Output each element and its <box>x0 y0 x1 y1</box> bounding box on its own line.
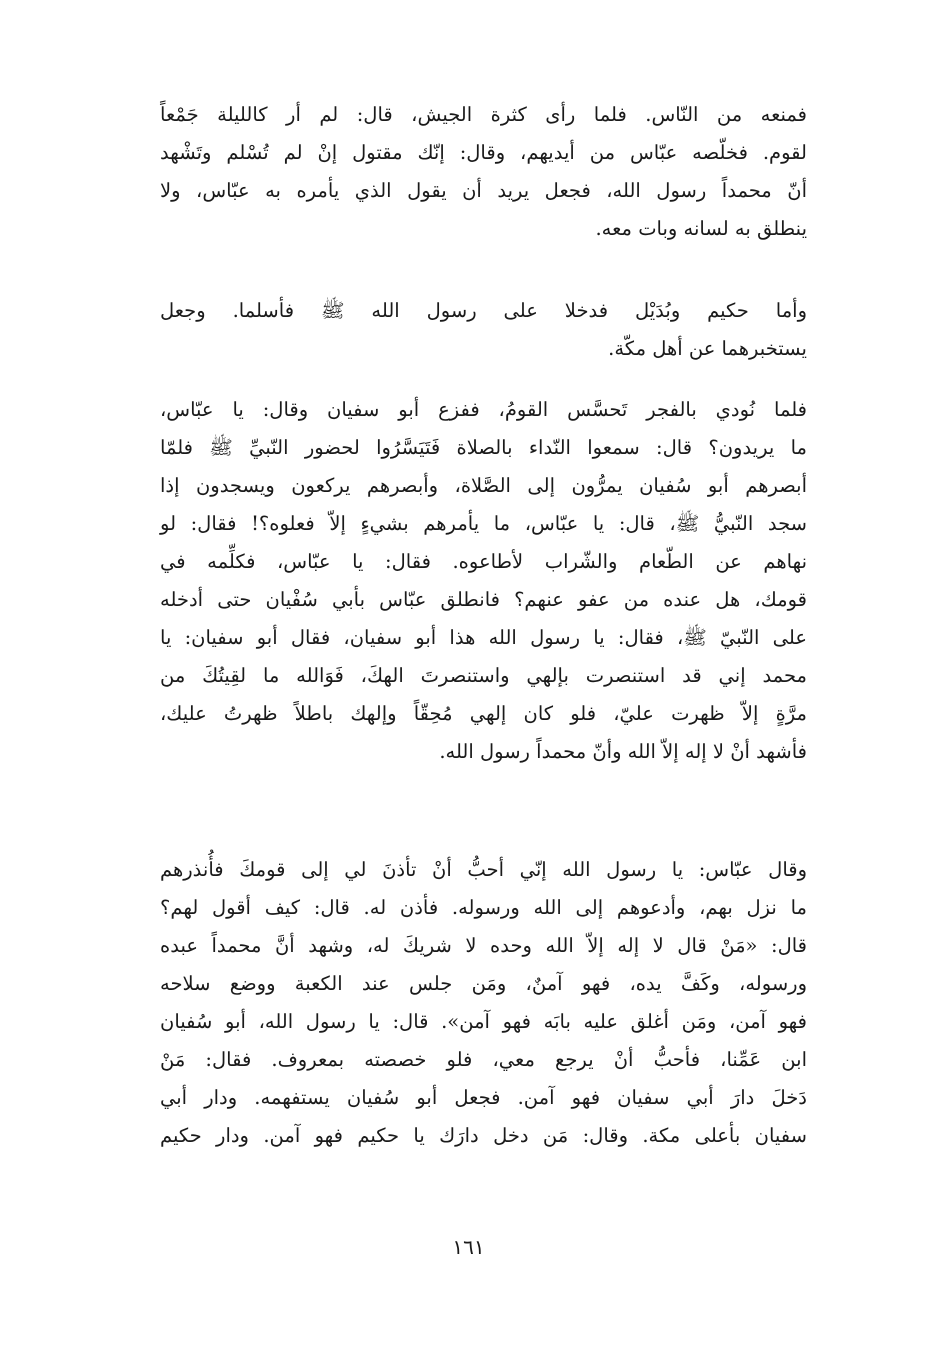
paragraph-4 <box>160 851 807 1155</box>
text-line: على النّبيّ ﷺ، فقال: يا رسول الله هذا أبو سفيان، فقال أبو سفيان: يا <box>160 626 807 649</box>
text-line: محمد إني قد استنصرت بإلهي واستنصرتَ الهكَ، فَوَالله ما لقِيتُكَ من <box>160 664 807 687</box>
text-line: فهو آمن، ومَن أغلق عليه بابَه فهو آمن». قال: يا رسول الله، أبو سُفيان <box>160 1010 807 1033</box>
text-line: ما يريدون؟ قال: سمعوا النّداء بالصلاة فَتَيَسَّرُوا لحضور النّبيِّ ﷺ فلمّا <box>160 436 807 459</box>
text-line: سفيان بأعلى مكة. وقال: مَن دخل دارَك يا حكيم فهو آمن. ودار حكيم <box>160 1124 807 1147</box>
text-line: وأما حكيم وبُدَيْل فدخلا على رسول الله ﷺ فأسلما. وجعل <box>160 299 807 322</box>
text-line: فلما نُودي بالفجر تَحسَّس القومُ، ففزع أبو سفيان وقال: يا عبّاس، <box>160 398 807 421</box>
text-line: قومك، هل عنده من عفو عنهم؟ فانطلق عبّاس بأبي سُفْيان حتى أدخله <box>160 588 807 611</box>
text-line: فأشهد أنْ لا إله إلاّ الله وأنّ محمداً رسول الله. <box>439 740 807 763</box>
text-line: فمنعه من النّاس. فلما رأى كثرة الجيش، قال: لم أر كالليلة جَمْعاً <box>160 103 807 126</box>
text-line: لقوم. فخلّصه عبّاس من أيديهم، وقال: إنّك مقتول إنْ لم تُسْلم وتَشْهد <box>160 141 807 164</box>
text-line: نهاهم عن الطّعام والشّراب لأطاعوه. فقال: يا عبّاس، فكلِّمه في <box>160 550 807 573</box>
paragraph-3 <box>160 391 807 771</box>
text-line: يستخبرهما عن أهل مكّة. <box>608 337 807 360</box>
text-line: ابن عَمِّنا، فأحبُّ أنْ يرجع معي، فلو خصصته بمعروف. فقال: مَنْ <box>160 1048 807 1071</box>
text-line: دَخلَ دارَ أبي سفيان فهو آمن. فجعل أبو سُفيان يستفهمه. ودار أبي <box>160 1086 807 1109</box>
text-line: سجد النّبيُّ ﷺ، قال: يا عبّاس، ما يأمرهم بشيءٍ إلاّ فعلوه؟! فقال: لو <box>160 512 807 535</box>
page-number: ١٦١ <box>452 1235 485 1259</box>
paragraph-1 <box>160 96 807 248</box>
text-line: قال: «مَنْ قال لا إله إلاّ الله وحده لا شريكَ له، وشهد أنَّ محمداً عبده <box>160 934 807 957</box>
text-line: وقال عبّاس: يا رسول الله إنّي أحبُّ أنْ تأذنَ لي إلى قومكَ فأُنذرهم <box>160 858 807 881</box>
text-line: ينطلق به لسانه وبات معه. <box>595 217 807 240</box>
text-line: ورسوله، وكَفَّ يده، فهو آمنٌ، ومَن جلس عند الكعبة ووضع سلاحه <box>160 972 807 995</box>
paragraph-2 <box>160 292 807 368</box>
text-line: أبصرهم أبو سُفيان يمرُّون إلى الصَّلاة، وأبصرهم يركعون ويسجدون إذا <box>160 474 807 497</box>
text-line: ما نزل بهم، وأدعوهم إلى الله ورسوله. فأذن له. قال: كيف أقول لهم؟ <box>160 896 807 919</box>
text-line: أنّ محمداً رسول الله، فجعل يريد أن يقول الذي يأمره به عبّاس، ولا <box>160 179 807 202</box>
text-line: مرَّةٍ إلاّ ظهرت عليّ، فلو كان إلهي مُحِقّاً وإلهك باطلاً ظهرتُ عليك، <box>160 702 807 725</box>
